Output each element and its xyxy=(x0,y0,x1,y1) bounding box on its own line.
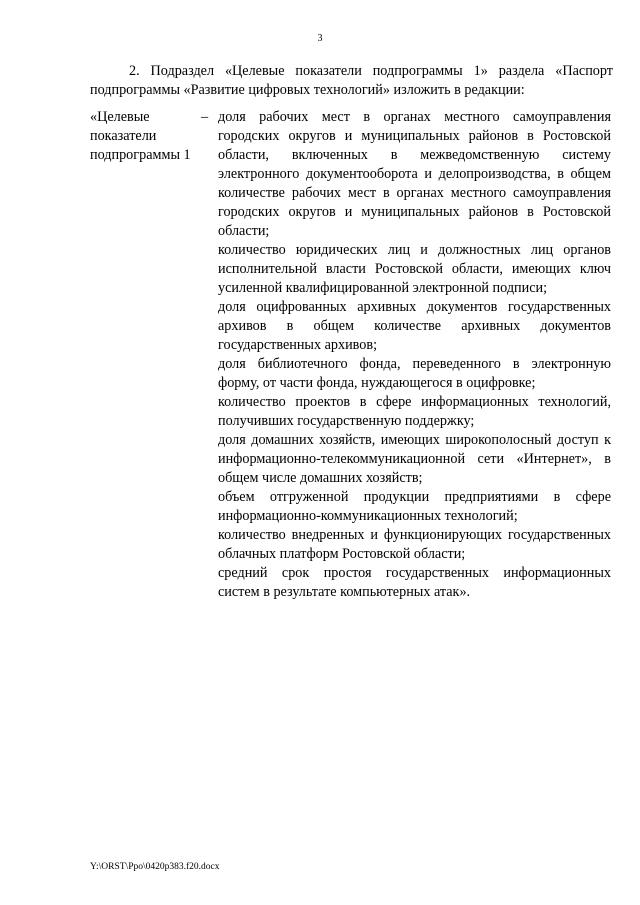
section-label-line: подпрограммы 1 xyxy=(90,147,191,163)
page-number: 3 xyxy=(317,33,323,44)
section-label-line: «Целевые xyxy=(90,109,150,125)
separator-dash: – xyxy=(201,109,209,125)
indicator-item: средний срок простоя государственных информационных систем в результате компьютерных атак». xyxy=(218,565,611,600)
indicator-item: количество внедренных и функционирующих государственных облачных платформ Ростовской области; xyxy=(218,527,611,562)
indicators-list xyxy=(218,108,611,602)
section-label xyxy=(90,108,208,165)
indicator-item: доля оцифрованных архивных документов государственных архивов в общем количестве архивных документов государственных архивов; xyxy=(218,299,611,353)
indicator-item: доля рабочих мест в органах местного самоуправления городских округов и муниципальных районов в Ростовской области, включенных в межведомственную систему электронного документооборота и делопроизводства, в общем количестве рабочих мест в органах местного самоуправления городских округов и муниципальных районов в Ростовской области; xyxy=(218,109,611,239)
indicator-item: доля домашних хозяйств, имеющих широкополосный доступ к информационно-телекоммуникационной сети «Интернет», в общем числе домашних хозяйств; xyxy=(218,432,611,486)
intro-paragraph: 2. Подраздел «Целевые показатели подпрограммы 1» раздела «Паспорт подпрограммы «Развитие цифровых технологий» изложить в редакции: xyxy=(90,63,613,98)
indicator-item: количество проектов в сфере информационных технологий, получивших государственную поддержку; xyxy=(218,394,611,429)
indicator-item: объем отгруженной продукции предприятиями в сфере информационно-коммуникационных технологий; xyxy=(218,489,611,524)
indicator-item: доля библиотечного фонда, переведенного в электронную форму, от части фонда, нуждающегося в оцифровке; xyxy=(218,356,611,391)
footer-file-path: Y:\ORST\Ppo\0420p383.f20.docx xyxy=(90,862,220,872)
indicator-item: количество юридических лиц и должностных лиц органов исполнительной власти Ростовской области, имеющих ключ усиленной квалифицированной электронной подписи; xyxy=(218,242,611,296)
section-label-line: показатели xyxy=(90,128,157,144)
